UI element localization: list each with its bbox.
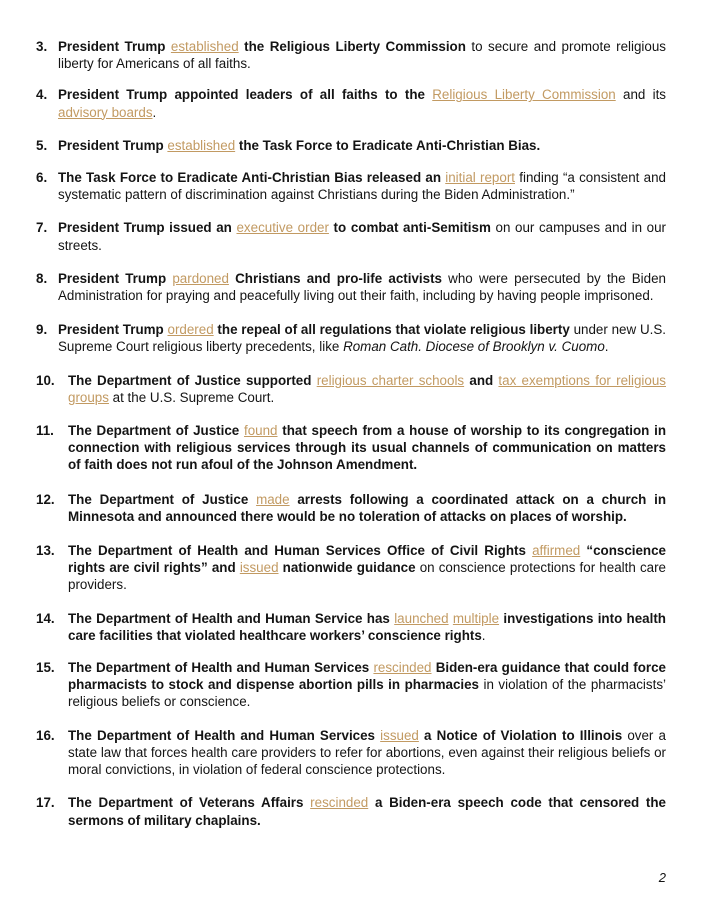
text-run: President Trump — [58, 322, 168, 338]
text-run: “conscience rights are civil rights” and — [68, 543, 667, 576]
item-number: 3. — [36, 39, 48, 54]
source-link[interactable]: tax exemptions for religious groups — [68, 372, 666, 405]
item-number: 11. — [36, 423, 54, 439]
list-item — [36, 372, 666, 406]
list-item — [36, 422, 666, 474]
source-link[interactable]: Religious Liberty Commission — [432, 87, 616, 103]
text-run: and — [464, 372, 499, 388]
text-run: The Department of Justice — [68, 423, 244, 439]
text-run: a Biden-era speech code that censored the sermons of military chaplains. — [68, 795, 667, 828]
source-link[interactable]: made — [256, 491, 290, 507]
list-item — [36, 491, 666, 525]
text-run: finding “a consistent and systematic pattern of discrimination against Christians during the Biden Administration.” — [58, 170, 666, 203]
source-link[interactable]: multiple — [452, 610, 500, 626]
text-run: the repeal of all regulations that violate religious liberty — [213, 322, 570, 338]
text-run: arrests following a coordinated attack on a church in Minnesota and announced there would be no toleration of attacks on places of worship. — [68, 491, 666, 524]
item-text — [36, 321, 666, 355]
text-run: Christians and pro-life activists — [228, 270, 442, 286]
text-run: The Department of Justice — [68, 491, 257, 507]
text-run: The Department of Justice supported — [68, 372, 317, 388]
source-link[interactable]: religious charter schools — [316, 372, 465, 388]
source-link[interactable]: found — [244, 423, 278, 439]
list-item — [36, 169, 666, 203]
item-number: 15. — [36, 660, 55, 676]
accomplishments-list — [36, 38, 666, 829]
list-item — [36, 86, 666, 120]
item-text — [36, 169, 666, 203]
item-text — [36, 491, 666, 525]
text-run: the Religious Liberty Commission — [238, 39, 466, 54]
text-run: Biden-era guidance that could force pharmacists to stock and dispense abortion pills in pharmacies — [68, 660, 667, 693]
text-run: Roman Cath. Diocese of Brooklyn v. Cuomo — [343, 339, 605, 355]
list-item — [36, 727, 666, 779]
text-run: that speech from a house of worship to its congregation in connection with religious services through its usual channels of communication on matters of faith does not run afoul of the Johnson Amendment. — [68, 423, 667, 473]
text-run: President Trump — [58, 270, 173, 286]
source-link[interactable]: advisory boards — [58, 104, 153, 120]
list-item — [36, 219, 666, 253]
item-number: 17. — [36, 795, 55, 811]
item-text — [36, 270, 666, 304]
text-run: The Department of Veterans Affairs — [68, 795, 311, 811]
text-run: President Trump issued an — [58, 220, 237, 236]
text-run: . — [152, 104, 157, 120]
list-item — [36, 137, 666, 154]
text-run: and its — [615, 87, 666, 103]
item-number: 9. — [36, 322, 48, 338]
item-text — [36, 610, 666, 644]
source-link[interactable]: established — [167, 137, 236, 153]
list-item — [36, 659, 666, 711]
item-number: 13. — [36, 543, 55, 559]
source-link[interactable]: rescinded — [373, 660, 432, 676]
list-item — [36, 321, 666, 355]
item-number: 7. — [36, 220, 48, 236]
item-text — [36, 137, 666, 154]
source-link[interactable]: initial report — [445, 170, 515, 186]
text-run: to combat anti-Semitism — [328, 220, 491, 236]
source-link[interactable]: executive order — [236, 220, 329, 236]
source-link[interactable]: issued — [239, 560, 279, 576]
list-item — [36, 270, 666, 304]
item-number: 10. — [36, 372, 55, 388]
list-item — [36, 610, 666, 644]
text-run: a Notice of Violation to Illinois — [418, 727, 623, 743]
item-number: 16. — [36, 727, 55, 743]
source-link[interactable]: ordered — [167, 322, 214, 338]
text-run: President Trump — [58, 39, 171, 54]
text-run: under new U.S. Supreme Court religious liberty precedents, like — [58, 322, 666, 355]
text-run: The Department of Health and Human Services — [68, 727, 381, 743]
text-run: The Department of Health and Human Services Office of Civil Rights — [68, 543, 533, 559]
item-number: 12. — [36, 491, 55, 507]
item-number: 4. — [36, 87, 48, 103]
source-link[interactable]: affirmed — [532, 543, 581, 559]
text-run: . — [481, 627, 486, 643]
text-run: the Task Force to Eradicate Anti-Christian Bias. — [235, 137, 541, 153]
item-text — [36, 219, 666, 253]
item-number: 5. — [36, 137, 48, 153]
item-text — [36, 422, 666, 474]
item-number: 6. — [36, 170, 48, 186]
list-item — [36, 794, 666, 828]
item-text — [36, 794, 666, 828]
text-run: on conscience protections for health care providers. — [68, 560, 666, 593]
item-text — [36, 542, 666, 594]
text-run: over a state law that forces health care providers to refer for abortions, even against their religious beliefs or moral convictions, in violation of federal conscience protections. — [68, 727, 666, 778]
source-link[interactable]: pardoned — [172, 270, 229, 286]
text-run: President Trump — [58, 137, 168, 153]
text-run: The Task Force to Eradicate Anti-Christian Bias released an — [58, 170, 446, 186]
text-run: nationwide guidance — [278, 560, 416, 576]
text-run: on our campuses and in our streets. — [58, 220, 666, 253]
item-text — [36, 38, 666, 72]
item-text — [36, 372, 666, 406]
text-run: President Trump appointed leaders of all faiths to the — [58, 87, 433, 103]
text-run: . — [604, 339, 609, 355]
source-link[interactable]: launched — [394, 610, 449, 626]
text-run: investigations into health care facilities that violated healthcare workers’ conscience rights — [68, 610, 666, 643]
text-run: The Department of Health and Human Service has — [68, 610, 395, 626]
source-link[interactable]: issued — [380, 727, 419, 743]
list-item — [36, 38, 666, 72]
item-text — [36, 659, 666, 711]
list-item — [36, 542, 666, 594]
text-run: in violation of the pharmacists’ religious beliefs or conscience. — [68, 677, 666, 710]
source-link[interactable]: established — [170, 39, 239, 54]
page-number: 2 — [658, 870, 666, 885]
item-text — [36, 86, 666, 120]
text-run: at the U.S. Supreme Court. — [108, 389, 275, 405]
text-run: The Department of Health and Human Services — [68, 660, 374, 676]
item-number: 8. — [36, 270, 48, 286]
source-link[interactable]: rescinded — [310, 795, 369, 811]
item-text — [36, 727, 666, 779]
text-run: to secure and promote religious liberty for Americans of all faiths. — [58, 39, 667, 72]
item-number: 14. — [36, 610, 55, 626]
text-run: who were persecuted by the Biden Administration for praying and peacefully living out their faith, including by having people imprisoned. — [58, 270, 666, 304]
